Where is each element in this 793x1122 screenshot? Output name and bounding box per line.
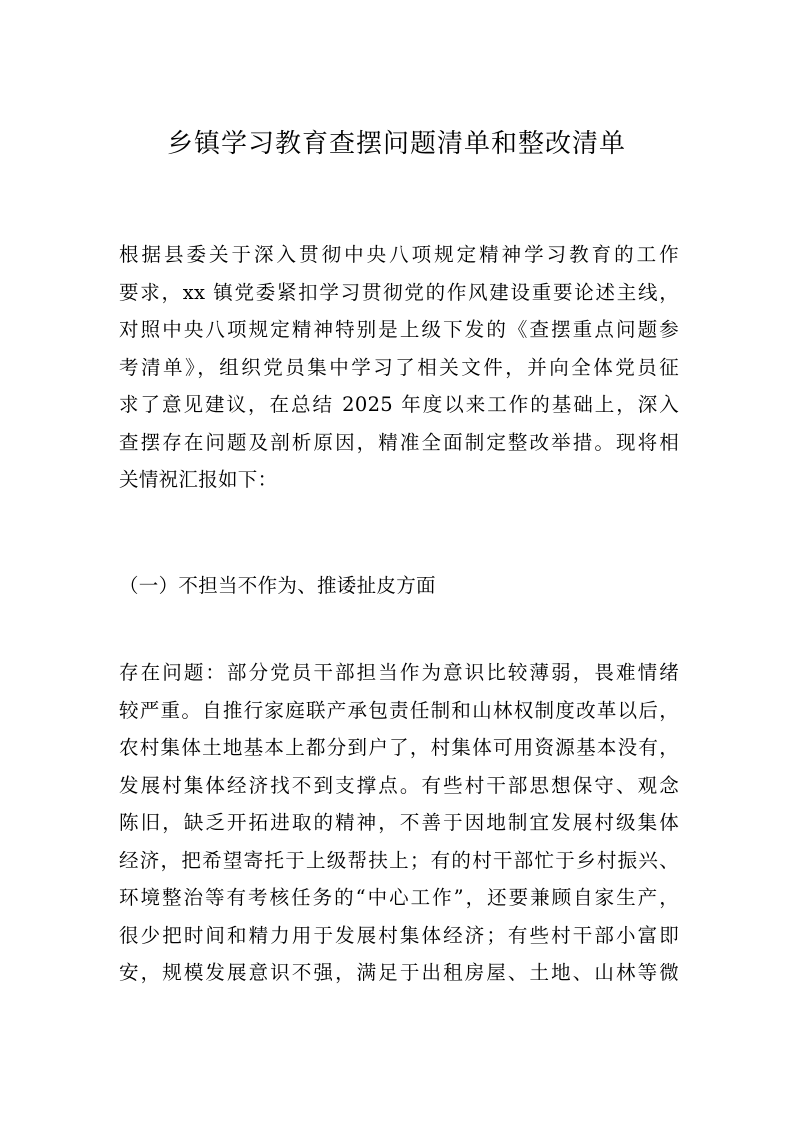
paragraph-line: 较严重。自推行家庭联产承包责任制和山林权制度改革以后， [119, 698, 679, 722]
paragraph-line: 陈旧，缺乏开拓进取的精神，不善于因地制宜发展村级集体 [119, 811, 679, 834]
paragraph-line: 发展村集体经济找不到支撑点。有些村干部思想保守、观念 [119, 773, 679, 797]
paragraph-line: 对照中央八项规定精神特别是上级下发的《查摆重点问题参 [119, 318, 679, 341]
paragraph-line: 环境整治等有考核任务的“中心工作”，还要兼顾自家生产， [119, 886, 679, 909]
paragraph-line: 求了意见建议，在总结 2025 年度以来工作的基础上，深入 [119, 393, 679, 416]
paragraph-line: 安，规模发展意识不强，满足于出租房屋、土地、山林等微 [119, 961, 679, 984]
problem-paragraph [119, 654, 679, 992]
paragraph-line: 根据县委关于深入贯彻中央八项规定精神学习教育的工作 [119, 243, 679, 266]
section-heading-text: （一）不担当不作为、推诿扯皮方面 [119, 574, 436, 597]
paragraph-line: 查摆存在问题及剖析原因，精准全面制定整改举措。现将相 [119, 430, 679, 454]
document-title: 乡镇学习教育查摆问题清单和整改清单 [166, 129, 626, 159]
paragraph-line: 考清单》，组织党员集中学习了相关文件，并向全体党员征 [119, 355, 679, 379]
paragraph-line: 很少把时间和精力用于发展村集体经济；有些村干部小富即 [119, 923, 679, 947]
paragraph-line: 农村集体土地基本上都分到户了，村集体可用资源基本没有， [119, 736, 679, 759]
paragraph-line: 存在问题：部分党员干部担当作为意识比较薄弱，畏难情绪 [119, 661, 679, 684]
intro-paragraph [119, 236, 679, 499]
paragraph-line: 经济，把希望寄托于上级帮扶上；有的村干部忙于乡村振兴、 [119, 848, 679, 872]
section-heading [119, 567, 679, 605]
paragraph-line: 关情祝汇报如下： [119, 468, 278, 491]
paragraph-line: 要求，xx 镇党委紧扣学习贯彻党的作风建设重要论述主线， [119, 280, 679, 304]
